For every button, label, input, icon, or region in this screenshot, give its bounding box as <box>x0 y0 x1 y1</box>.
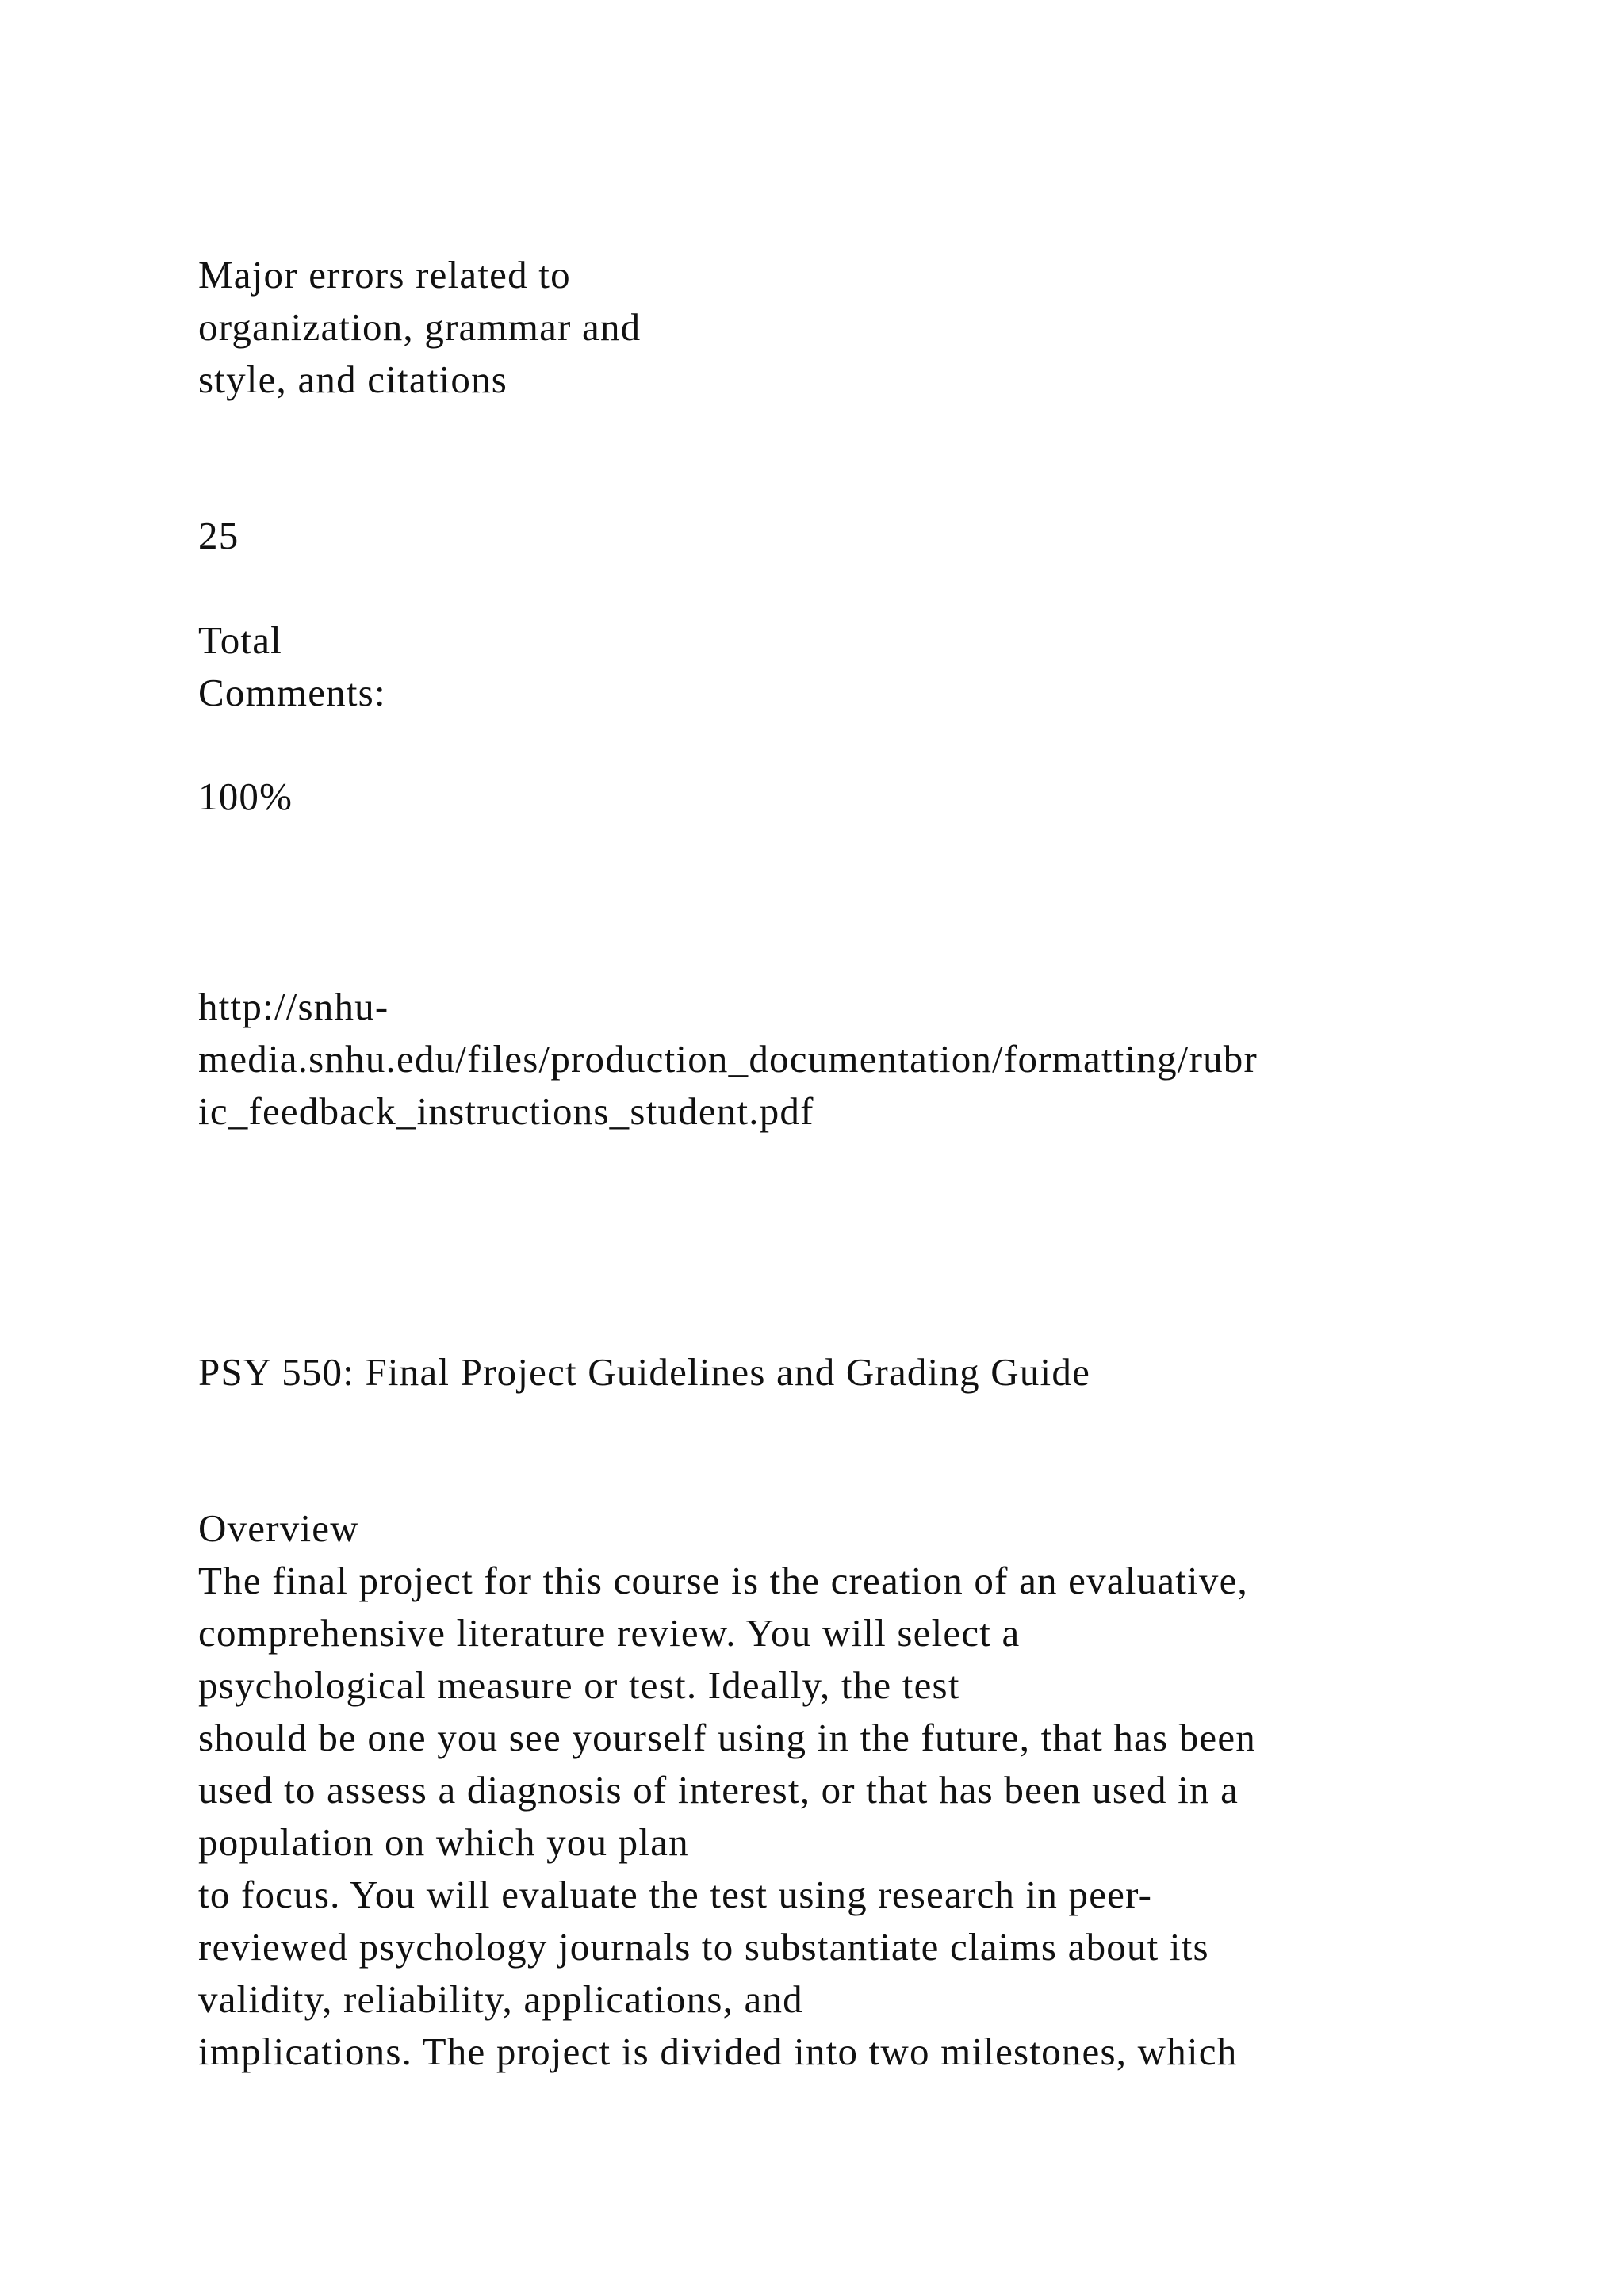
criterion-line: organization, grammar and <box>198 305 642 349</box>
link-line[interactable]: ic_feedback_instructions_student.pdf <box>198 1089 814 1133</box>
link-line[interactable]: media.snhu.edu/files/production_documentation/formatting/rubr <box>198 1037 1258 1081</box>
total-value: 100% <box>198 775 293 818</box>
overview-line: used to assess a diagnosis of interest, or that has been used in a <box>198 1768 1239 1812</box>
overview-line: comprehensive literature review. You will select a <box>198 1611 1021 1655</box>
link-line[interactable]: http://snhu- <box>198 985 389 1028</box>
total-label-line: Comments: <box>198 671 386 714</box>
overview-line: psychological measure or test. Ideally, the test <box>198 1663 960 1707</box>
overview-line: reviewed psychology journals to substantiate claims about its <box>198 1925 1209 1969</box>
document-title: PSY 550: Final Project Guidelines and Grading Guide <box>198 1350 1091 1394</box>
criterion-value: 25 <box>198 514 239 557</box>
criterion-line: Major errors related to <box>198 253 571 297</box>
total-label-line: Total <box>198 618 282 662</box>
rubric-feedback-link[interactable] <box>198 981 1258 1138</box>
criterion-line: style, and citations <box>198 358 508 401</box>
overview-line: validity, reliability, applications, and <box>198 1977 803 2021</box>
criterion-text <box>198 249 641 406</box>
overview-line: implications. The project is divided into two milestones, which <box>198 2030 1238 2073</box>
total-label <box>198 614 386 719</box>
overview-heading: Overview <box>198 1506 359 1550</box>
overview-line: to focus. You will evaluate the test using research in peer- <box>198 1873 1153 1916</box>
overview-paragraph <box>198 1555 1256 2078</box>
overview-line: The final project for this course is the creation of an evaluative, <box>198 1559 1248 1602</box>
overview-line: should be one you see yourself using in the future, that has been <box>198 1716 1257 1759</box>
overview-line: population on which you plan <box>198 1820 689 1864</box>
